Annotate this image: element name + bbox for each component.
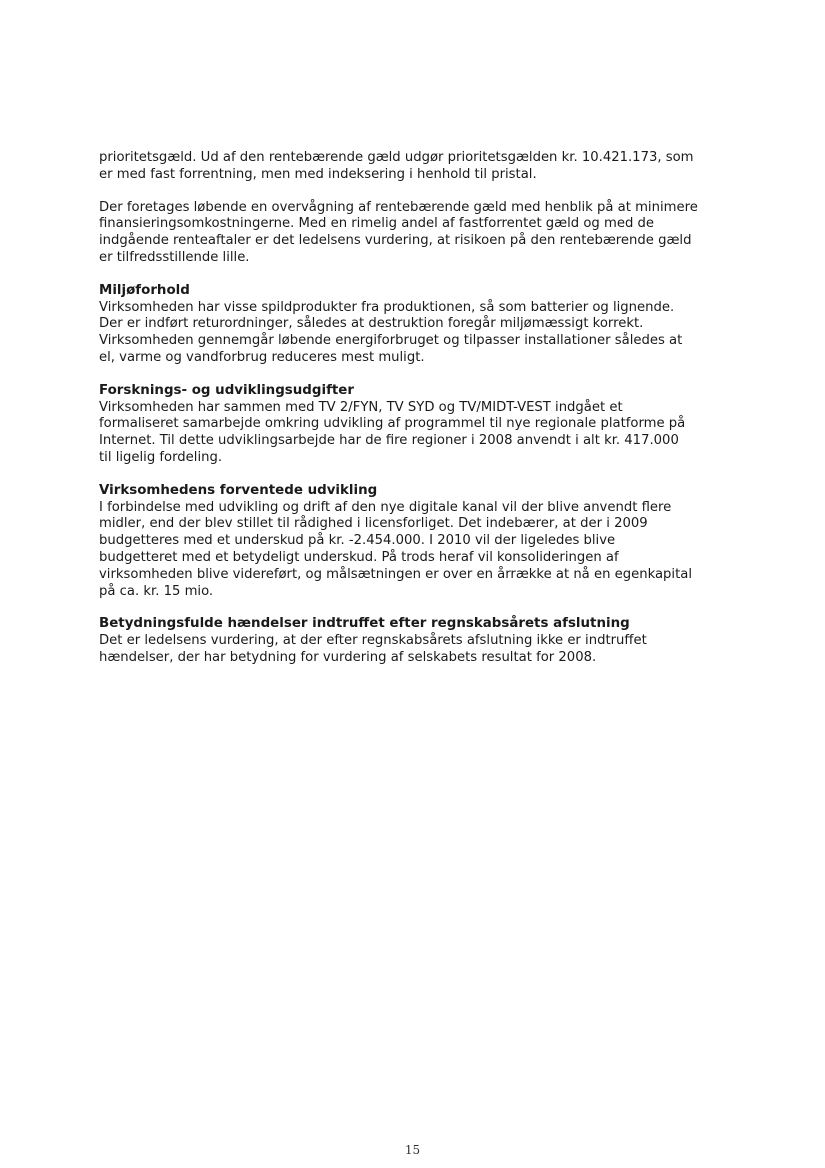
page-number: 15 xyxy=(404,1143,421,1157)
section-body: Virksomheden har visse spildprodukter fra produktionen, så som batterier og lignende. Der er indført returordninger, således at destruktion foregår miljømæssigt korrekt. Virksomheden gennemgår løbende energiforbruget og tilpasser installationer således at el, varme og vandforbrug reduceres mest muligt. xyxy=(99,299,683,365)
section-body: I forbindelse med udvikling og drift af den nye digitale kanal vil der blive anvendt flere midler, end der blev stillet til rådighed i licensforliget. Det indebærer, at der i 2009 budgetteres med et underskud på kr. -2.454.000. I 2010 vil der ligeledes blive budgetteret med et betydeligt underskud. På trods heraf vil konsolideringen af virksomheden blive videreført, og målsætningen er over en årrække at nå en egenkapital på ca. kr. 15 mio. xyxy=(99,499,693,599)
section-heading: Betydningsfulde hændelser indtruffet efter regnskabsårets afslutning xyxy=(99,616,630,632)
document-body xyxy=(99,150,739,683)
section-miljoforhold xyxy=(99,283,739,367)
section-heading: Virksomhedens forventede udvikling xyxy=(99,482,378,498)
section-heading: Forsknings- og udviklingsudgifter xyxy=(99,382,354,398)
section-heading: Miljøforhold xyxy=(99,282,190,298)
intro-paragraph: prioritetsgæld. Ud af den rentebærende gæld udgør prioritetsgælden kr. 10.421.173, som er med fast forrentning, men med indeksering i henhold til pristal. xyxy=(99,150,694,182)
section-forskning xyxy=(99,383,739,467)
section-forventede-udvikling xyxy=(99,483,739,601)
intro-paragraph: Der foretages løbende en overvågning af rentebærende gæld med henblik på at minimere finansieringsomkostningerne. Med en rimelig andel af fastforrentet gæld og med de indgående renteaftaler er det ledelsens vurdering, at risikoen på den rentebærende gæld er tilfredsstillende lille. xyxy=(99,199,698,265)
section-haendelser xyxy=(99,616,739,666)
section-body: Virksomheden har sammen med TV 2/FYN, TV SYD og TV/MIDT-VEST indgået et formaliseret samarbejde omkring udvikling af programmel til nye regionale platforme på Internet. Til dette udviklingsarbejde har de fire regioner i 2008 anvendt i alt kr. 417.000 til ligelig fordeling. xyxy=(99,399,686,465)
section-body: Det er ledelsens vurdering, at der efter regnskabsårets afslutning ikke er indtruffet hændelser, der har betydning for vurdering af selskabets resultat for 2008. xyxy=(99,633,647,665)
